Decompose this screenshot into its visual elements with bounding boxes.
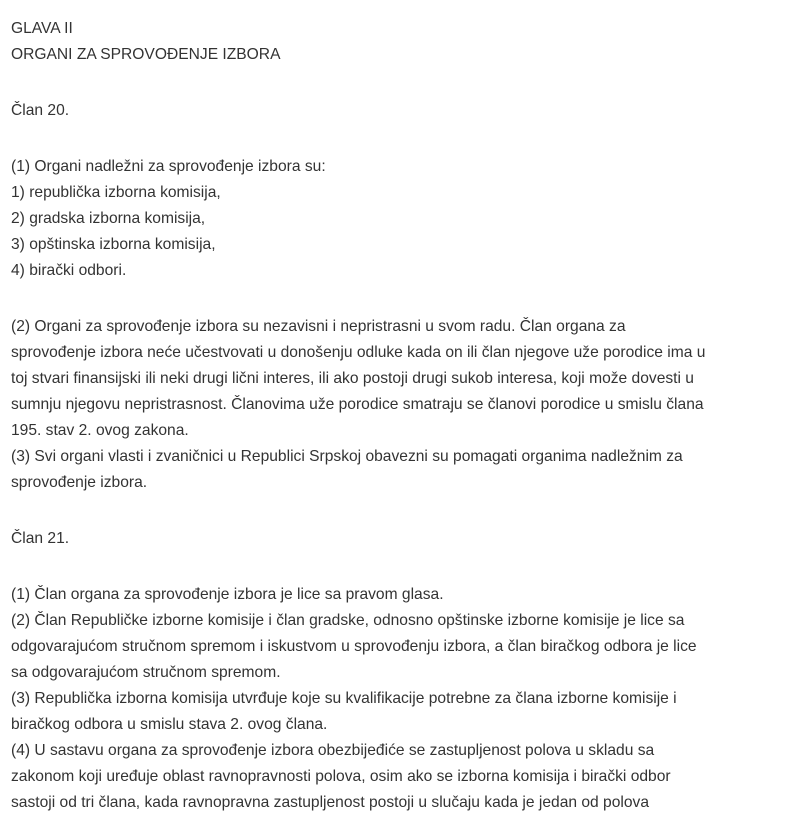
paragraph-line: (1) Organi nadležni za sprovođenje izbora su: — [11, 158, 326, 175]
paragraph-line: (3) Republička izborna komisija utvrđuje koje su kvalifikacije potrebne za člana izborne komisije i — [11, 690, 677, 707]
article-heading: Član 21. — [11, 530, 70, 547]
spacer — [11, 552, 781, 582]
list-item: 2) gradska izborna komisija, — [11, 210, 206, 227]
chapter-title: ORGANI ZA SPROVOĐENJE IZBORA — [11, 46, 281, 63]
list-item: 3) opštinska izborna komisija, — [11, 236, 216, 253]
list-item: 1) republička izborna komisija, — [11, 184, 221, 201]
paragraph-line: sprovođenje izbora neće učestvovati u donošenju odluke kada on ili član njegove uže porodice ima u — [11, 344, 706, 361]
spacer — [11, 496, 781, 526]
paragraph-line: sastoji od tri člana, kada ravnopravna zastupljenost postoji u slučaju kada je jedan od polova — [11, 794, 650, 811]
paragraph-line: (1) Član organa za sprovođenje izbora je lice sa pravom glasa. — [11, 586, 444, 603]
paragraph-line: sprovođenje izbora. — [11, 474, 148, 491]
spacer — [11, 68, 781, 98]
paragraph-line: (2) Član Republičke izborne komisije i član gradske, odnosno opštinske izborne komisije je lice sa — [11, 612, 685, 629]
paragraph-line: 195. stav 2. ovog zakona. — [11, 422, 189, 439]
paragraph-line: sumnju njegovu nepristrasnost. Članovima uže porodice smatraju se članovi porodice u smislu člana — [11, 396, 704, 413]
chapter-number: GLAVA II — [11, 20, 73, 37]
article-heading: Član 20. — [11, 102, 70, 119]
spacer — [11, 284, 781, 314]
paragraph-line: (3) Svi organi vlasti i zvaničnici u Republici Srpskoj obavezni su pomagati organima nadležnim za — [11, 448, 683, 465]
paragraph-line: toj stvari finansijski ili neki drugi lični interes, ili ako postoji drugi sukob interesa, koji može dovesti u — [11, 370, 694, 387]
paragraph-line: odgovarajućom stručnom spremom i iskustvom u sprovođenju izbora, a član biračkog odbora je lice — [11, 638, 697, 655]
paragraph-line: biračkog odbora u smislu stava 2. ovog člana. — [11, 716, 328, 733]
paragraph-line: sa odgovarajućom stručnom spremom. — [11, 664, 281, 681]
paragraph-line: (4) U sastavu organa za sprovođenje izbora obezbijeđiće se zastupljenost polova u skladu sa — [11, 742, 655, 759]
spacer — [11, 124, 781, 154]
document-body — [11, 16, 781, 816]
paragraph-line: zakonom koji uređuje oblast ravnopravnosti polova, osim ako se izborna komisija i birački odbor — [11, 768, 671, 785]
list-item: 4) birački odbori. — [11, 262, 127, 279]
paragraph-line: (2) Organi za sprovođenje izbora su nezavisni i nepristrasni u svom radu. Član organa za — [11, 318, 626, 335]
